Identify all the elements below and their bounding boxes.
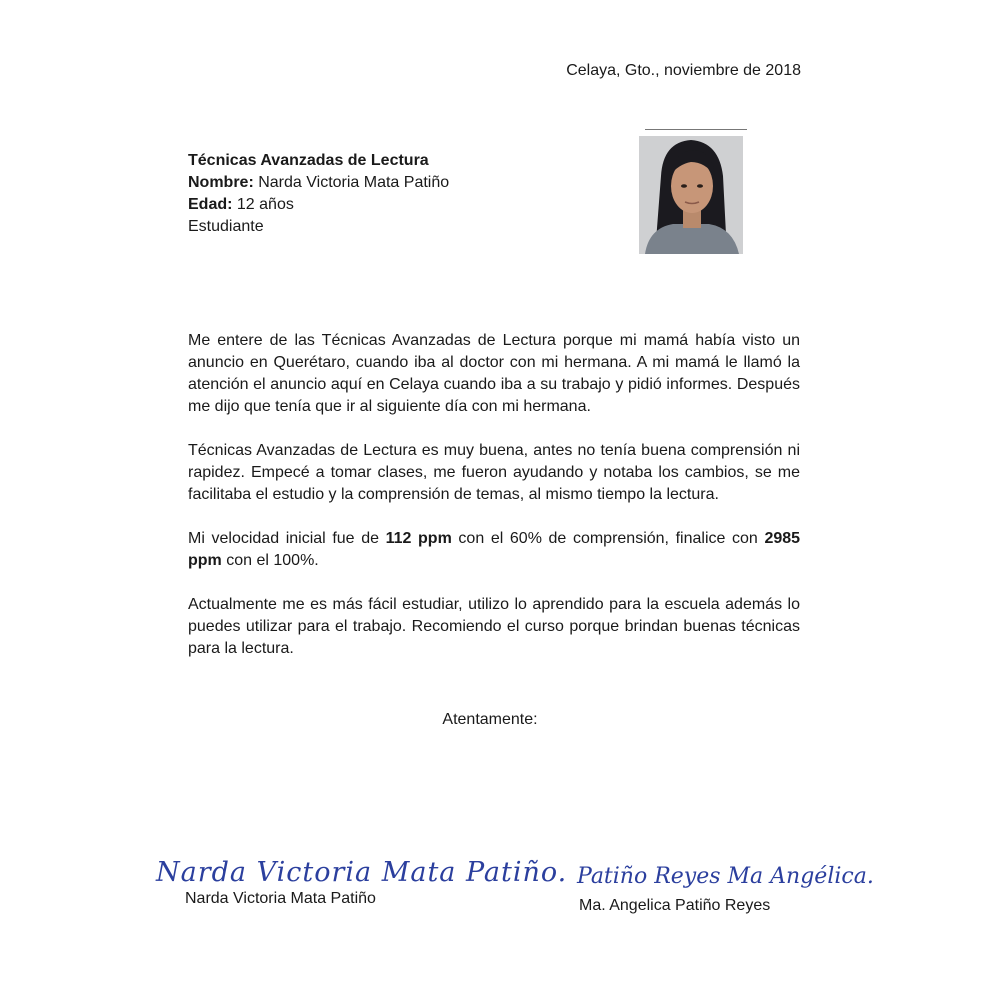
letter-body: [188, 330, 800, 660]
age-label: Edad:: [188, 196, 233, 213]
name-value: Narda Victoria Mata Patiño: [253, 174, 450, 191]
p3-text-e: con el 100%.: [221, 552, 319, 569]
initial-speed: 112 ppm: [385, 530, 452, 547]
p3-text-a: Mi velocidad inicial fue de: [188, 530, 386, 547]
closing: Atentamente:: [442, 711, 538, 728]
final-speed: 2985 ppm: [188, 530, 801, 569]
guardian-printed-name: Ma. Angelica Patiño Reyes: [579, 897, 771, 914]
paragraph-2: Técnicas Avanzadas de Lectura es muy buena, antes no tenía buena comprensión ni rapidez. Empecé a tomar clases, me fueron ayudando y notaba los cambios, se me facilitaba el estudio y la comprensión de temas, al mismo tiempo la lectura.: [188, 442, 800, 503]
photo-divider: [645, 129, 747, 130]
occupation: Estudiante: [188, 218, 264, 235]
name-row: [188, 172, 449, 194]
student-photo: [639, 136, 743, 254]
age-value: 12 años: [232, 196, 294, 213]
paragraph-1: Me entere de las Técnicas Avanzadas de Lectura porque mi mamá había visto un anuncio en Querétaro, cuando iba al doctor con mi hermana. A mi mamá le llamó la atención el anuncio aquí en Celaya cuando iba a su trabajo y pidió informes. Después me dijo que tenía que ir al siguiente día con mi hermana.: [188, 332, 800, 415]
paragraph-3: [188, 528, 800, 572]
p3-text-c: con el 60% de comprensión, finalice con: [451, 530, 765, 547]
age-row: [188, 194, 449, 216]
course-title: Técnicas Avanzadas de Lectura: [188, 152, 429, 169]
name-label: Nombre:: [188, 174, 254, 191]
student-info: [188, 150, 449, 238]
paragraph-4: Actualmente me es más fácil estudiar, utilizo lo aprendido para la escuela además lo puedes utilizar para el trabajo. Recomiendo el curso porque brindan buenas técnicas para la lectura.: [188, 596, 800, 657]
letter-date: Celaya, Gto., noviembre de 2018: [566, 62, 801, 79]
student-signature: Narda Victoria Mata Patiño.: [156, 857, 568, 888]
guardian-signature: Patiño Reyes Ma Angélica.: [577, 864, 874, 889]
student-printed-name: Narda Victoria Mata Patiño: [185, 890, 376, 907]
